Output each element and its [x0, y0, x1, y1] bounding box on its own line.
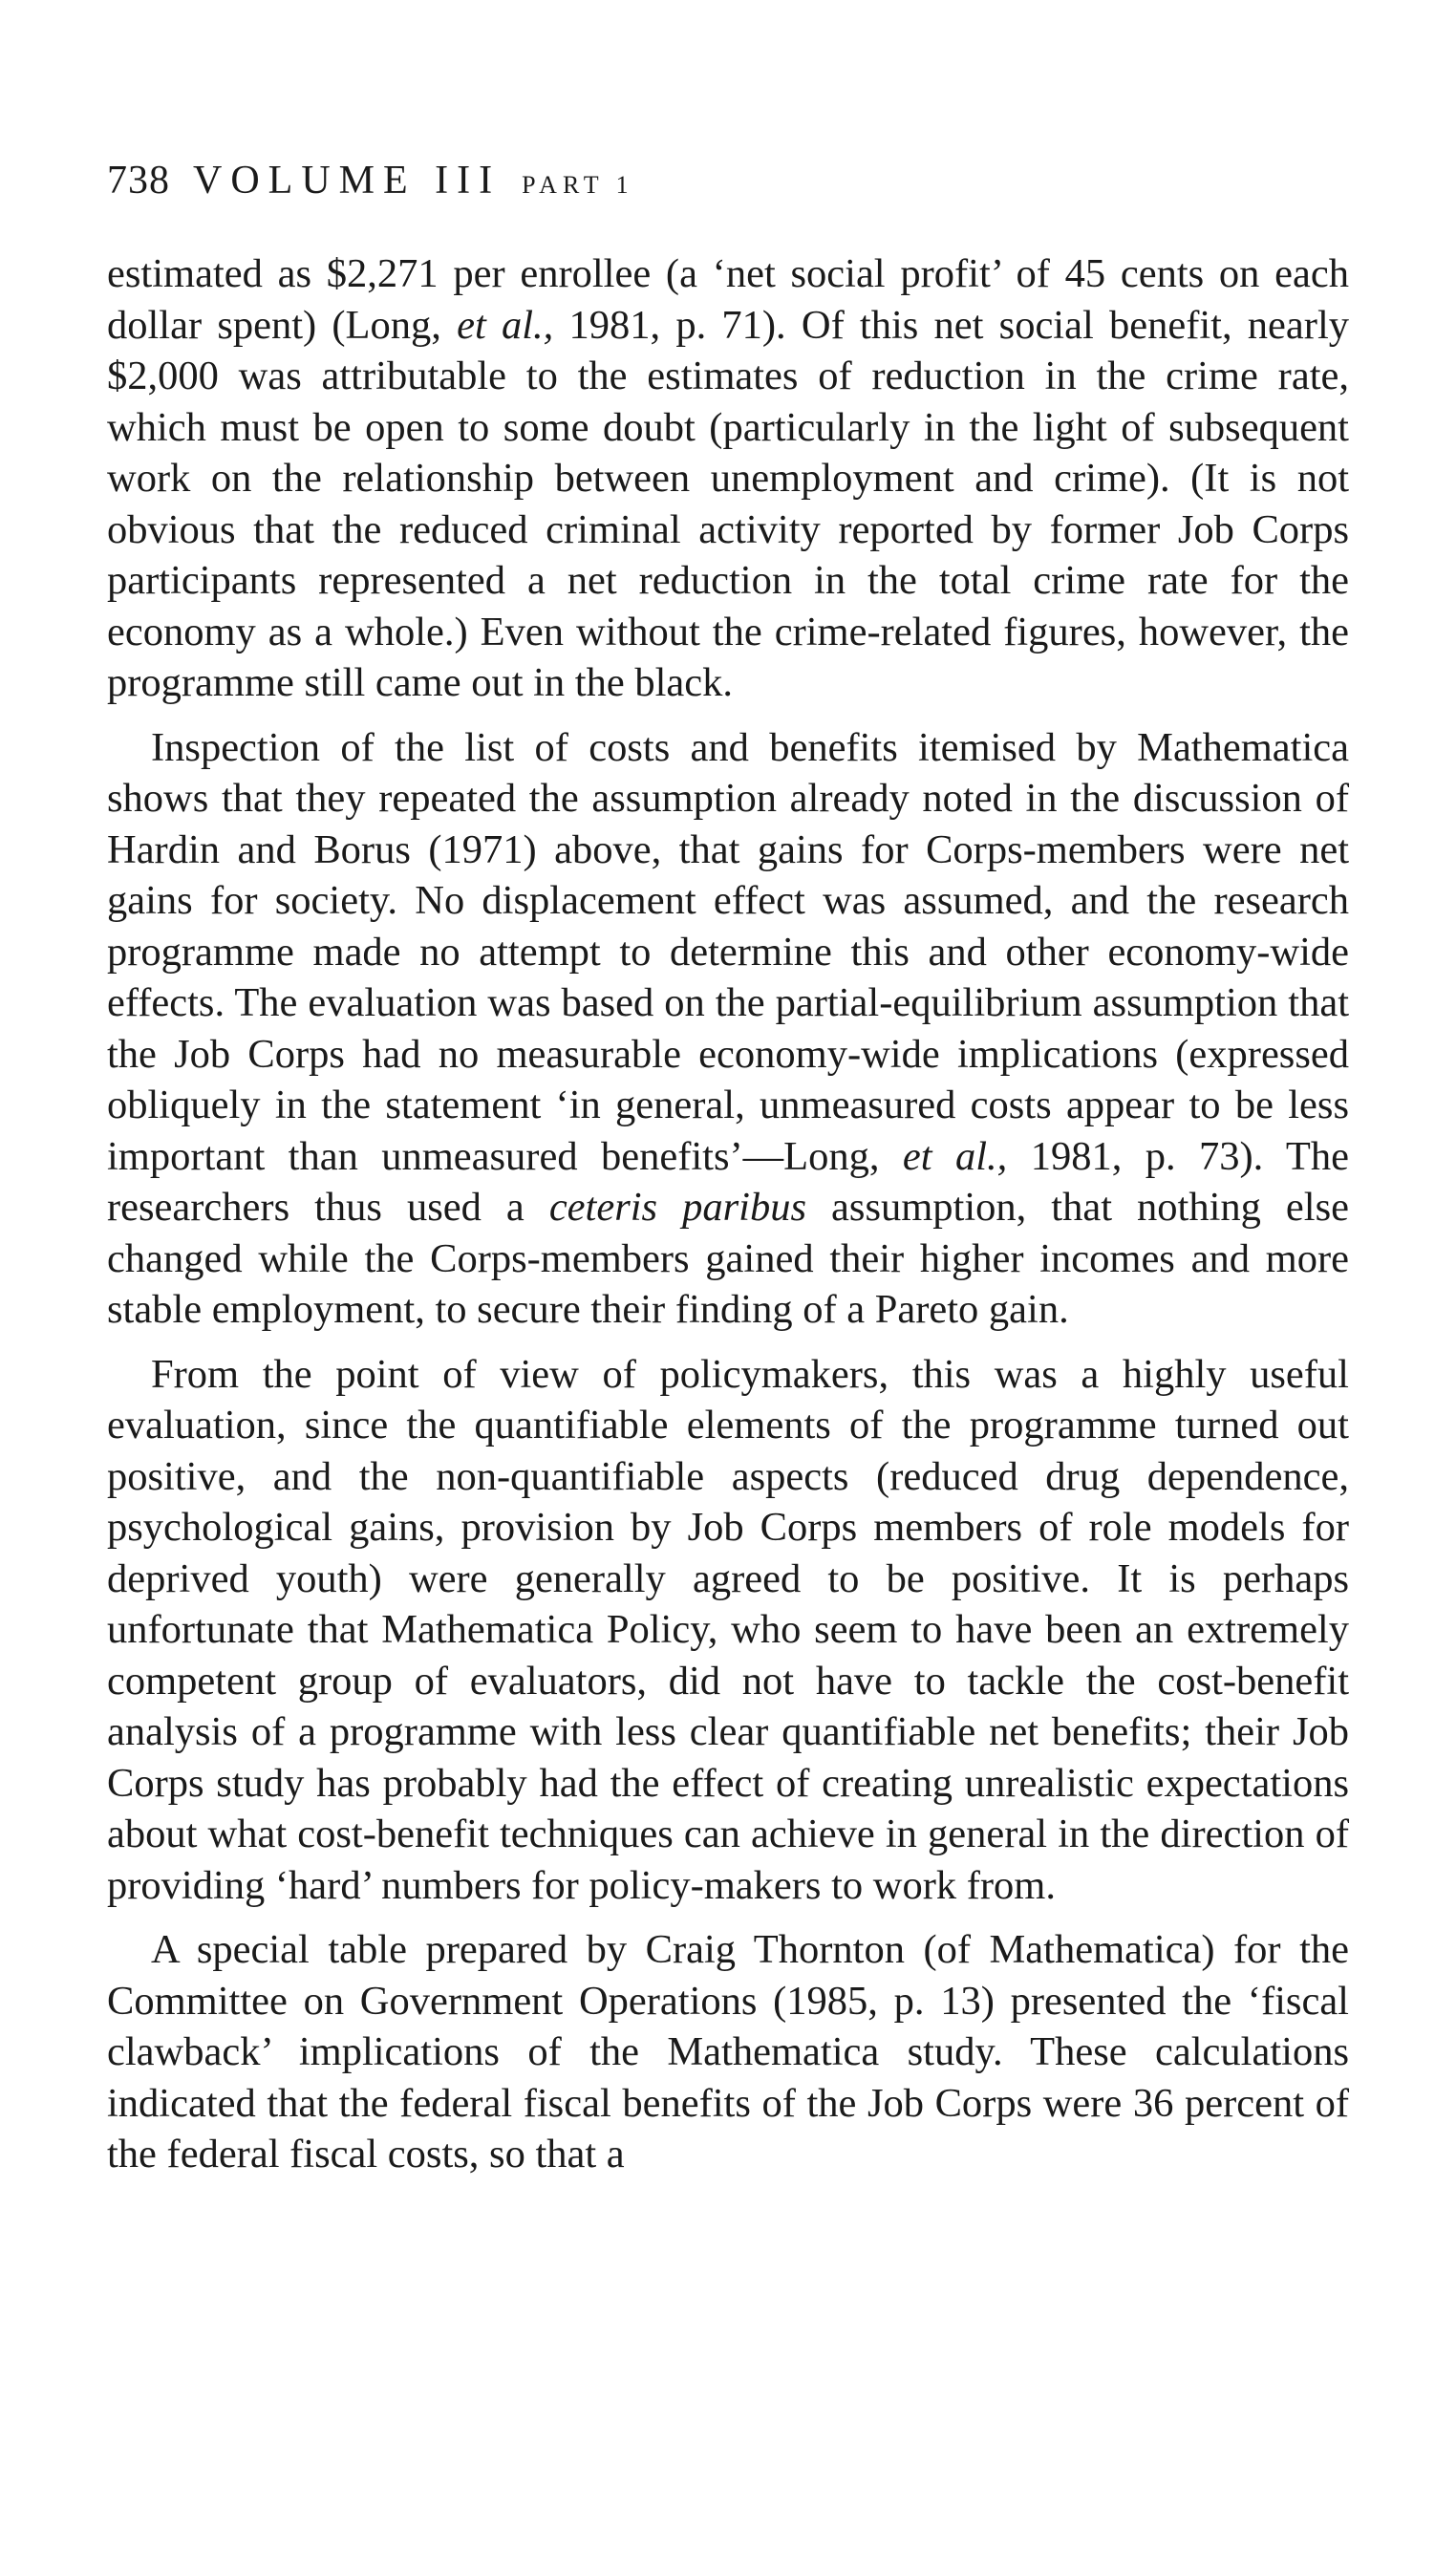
paragraph-2-italic-et-al: et al.,: [902, 1133, 1008, 1179]
part-label: PART 1: [522, 171, 634, 199]
paragraph-2-text-c: 1981, p. 73). The researchers thus used a: [107, 1133, 1349, 1230]
paragraph-2-text-e: assumption, that nothing else changed while the Corps-members gained their higher incomes and more stable employment, to secure their finding of a Pareto gain.: [107, 1185, 1350, 1332]
paragraph-4: A special table prepared by Craig Thornton (of Mathematica) for the Committee on Government Operations (1985, p. 13) presented the ‘fiscal clawback’ implications of the Mathematica study. These calculations indicated that the federal fiscal benefits of the Job Corps were 36 percent of the federal fiscal costs, so that a: [107, 1927, 1349, 2176]
paragraph-1-text-c: 1981, p. 71). Of this net social benefit, nearly $2,000 was attributable to the estimates of reduction in the crime rate, which must be open to some doubt (particularly in the light of subsequent work on the relationship between unemployment and crime). (It is not obvious that the reduced criminal activity reported by former Job Corps participants represented a net reduction in the total crime rate for the economy as a whole.) Even without the crime-related figures, however, the programme still came out in the black.: [107, 302, 1349, 705]
paragraph-3: From the point of view of policymakers, this was a highly useful evaluation, since the quantifiable elements of the programme turned out positive, and the non-quantifiable aspects (reduced drug dependence, psychological gains, provision by Job Corps members of role models for deprived youth) were generally agreed to be positive. It is perhaps unfortunate that Mathematica Policy, who seem to have been an extremely competent group of evaluators, did not have to tackle the cost-benefit analysis of a programme with less clear quantifiable net benefits; their Job Corps study has probably had the effect of creating unrealistic expectations about what cost-benefit techniques can achieve in general in the direction of providing ‘hard’ numbers for policy-makers to work from.: [107, 1351, 1349, 1908]
page-number: 738: [107, 159, 170, 203]
paragraph-2: [107, 722, 1349, 1336]
document-page: [107, 161, 1349, 2180]
paragraph-2-text-a: Inspection of the list of costs and benefits itemised by Mathematica shows that they repeated the assumption already noted in the discussion of Hardin and Borus (1971) above, that gains for Corps-members were net gains for society. No displacement effect was assumed, and the research programme made no attempt to determine this and other economy-wide effects. The evaluation was based on the partial-equilibrium assumption that the Job Corps had no measurable economy-wide implications (expressed obliquely in the statement ‘in general, unmeasured costs appear to be less important than unmeasured benefits’—Long,: [107, 724, 1349, 1179]
paragraph-1: [107, 248, 1349, 709]
paragraph-1-text-a: estimated as $2,271 per enrollee (a ‘net social profit’ of 45 cents on each dollar spent) (Long,: [107, 251, 1349, 348]
running-head: [107, 161, 1349, 201]
paragraph-2-italic-ceteris-paribus: ceteris paribus: [548, 1185, 807, 1230]
volume-label: VOLUME III: [193, 159, 502, 203]
paragraph-1-italic-et-al: et al.,: [457, 302, 554, 348]
